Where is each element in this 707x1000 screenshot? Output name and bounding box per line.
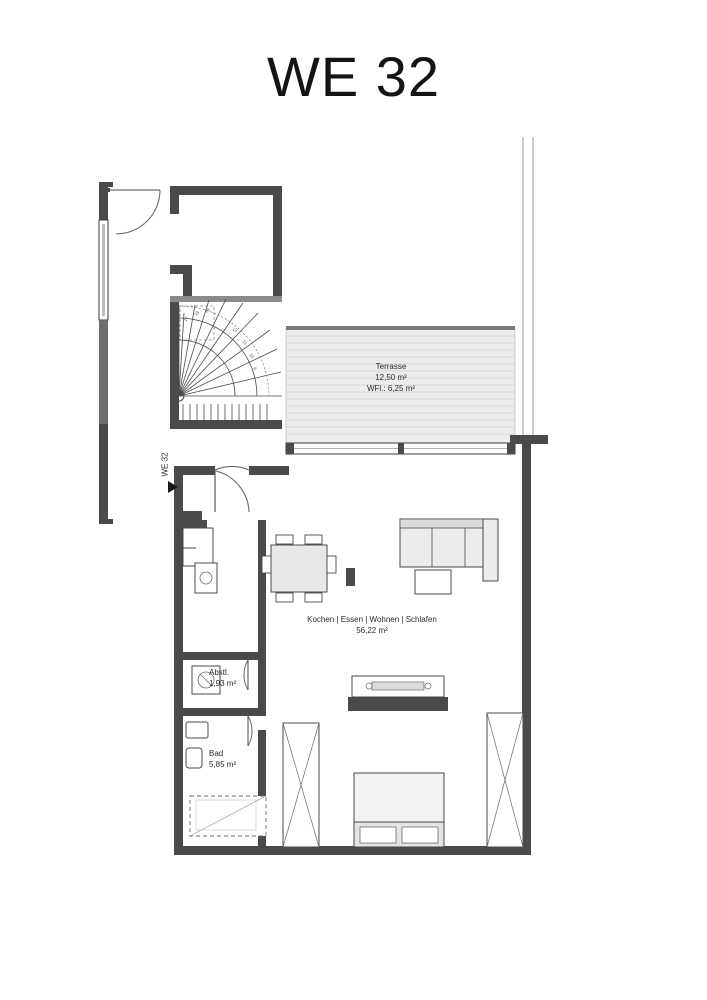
terrace-glazing [286,443,515,454]
exterior-facade-left [99,182,113,524]
room-label-main [252,614,492,636]
unit-marker-label: WE 32 [160,452,170,477]
main-name: Kochen | Essen | Wohnen | Schlafen [307,615,437,624]
bad-name: Bad [209,749,224,758]
terrasse-area: 12,50 m² [375,373,407,382]
svg-text:9: 9 [252,366,258,371]
building-edge-guides [523,137,533,440]
lounge-sofa [400,519,498,594]
abstellraum-name: Abstl. [209,668,230,677]
svg-text:15: 15 [204,307,211,314]
dining-set [262,535,336,602]
main-area: 56,22 m² [356,626,388,635]
wardrobe-left [283,723,319,847]
spiral-staircase [174,299,282,420]
side-stool [346,568,355,586]
bad-area: 5,85 m² [209,760,237,769]
svg-text:16: 16 [193,309,201,317]
kitchen-furniture [183,528,217,593]
abstellraum-area: 1,93 m² [209,679,237,688]
bad-door [248,716,252,746]
page-title: WE 32 [266,45,441,108]
bathroom-fixtures [186,722,266,836]
wardrobe-right [487,713,523,847]
room-label-bad [209,748,299,770]
room-label-terrasse [331,361,451,394]
svg-text:10: 10 [248,352,256,360]
room-label-abstellraum [209,667,299,689]
svg-text:17: 17 [182,315,190,323]
apartment-entry-door [215,466,249,512]
terrasse-extra: WFl.: 6,25 m² [366,384,415,393]
svg-text:12: 12 [231,326,239,334]
bed [354,773,444,847]
media-unit [348,676,448,711]
svg-text:11: 11 [241,338,249,346]
entrance-door-swing [106,188,160,234]
terrasse-name: Terrasse [375,362,407,371]
